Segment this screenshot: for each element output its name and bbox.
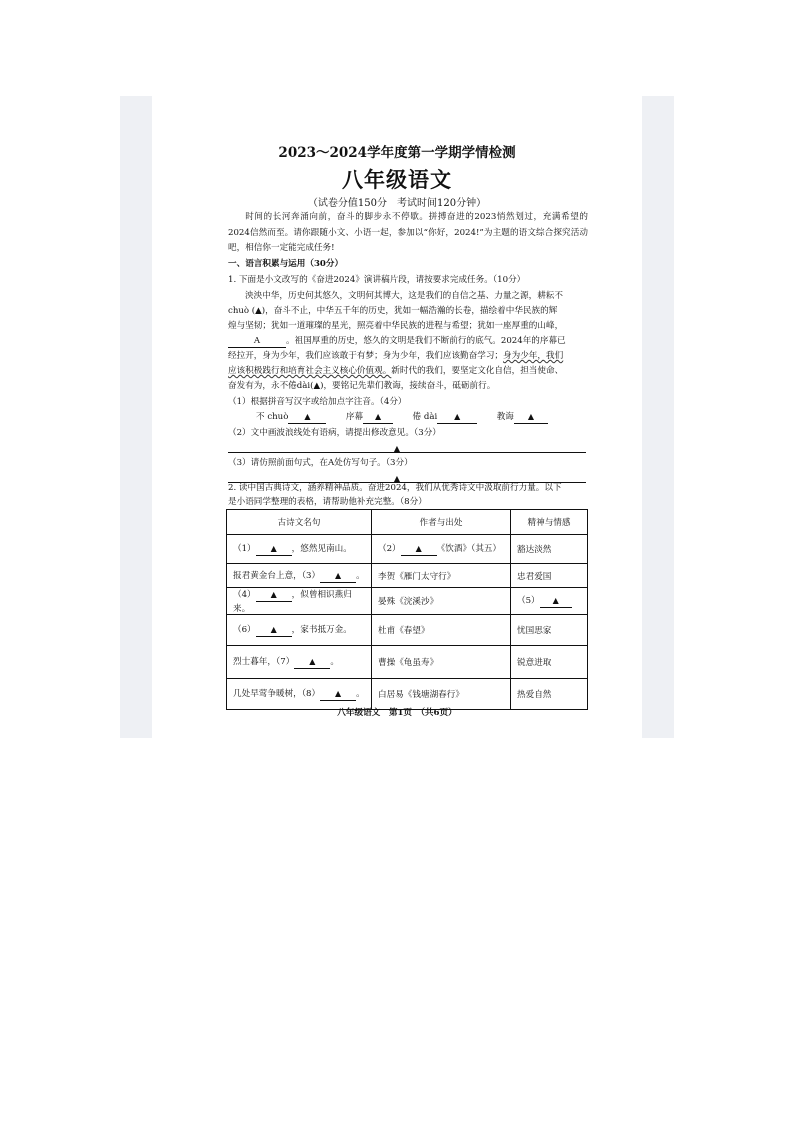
right-margin-strip	[642, 96, 674, 738]
exam-title: 2023～2024学年度第一学期学情检测	[278, 145, 516, 161]
answer-line[interactable]	[228, 452, 586, 453]
intro-paragraph: 时间的长河奔涌向前，奋斗的脚步永不停歇。拼搏奋进的2023悄然划过，充满希望的2024信然而至。请你跟随小文、小语一起，参加以“你好，2024!”为主题的语文综合探究活动吧，相信你一定能完成任务!	[228, 212, 588, 254]
table-row: （4） ▲ ，似曾相识燕归来。 晏殊《浣溪沙》 （5） ▲	[227, 588, 588, 615]
table-row: （6） ▲ ，家书抵万金。 杜甫《春望》 忧国思家	[227, 615, 588, 646]
sub-question-2: （2）文中画波浪线处有语病，请提出修改意见。（3分）	[228, 428, 441, 438]
table-row: 报君黄金台上意，（3） ▲ 。 李贺《雁门太守行》 忠君爱国	[227, 564, 588, 588]
passage-line-4: A 。祖国厚重的历史，悠久的文明是我们不断前行的底气。2024年的序幕已	[228, 334, 588, 350]
q1-prompt: 1. 下面是小文改写的《奋进2024》演讲稿片段，请按要求完成任务。（10分）	[228, 275, 526, 285]
answer-blank[interactable]: ▲	[320, 570, 356, 583]
header-cell: 作者与出处	[372, 510, 511, 535]
page-footer: 八年级语文 第1页 （共6页）	[337, 708, 457, 718]
table-header-row	[227, 510, 588, 535]
sub-question-3: （3）请仿照前面句式，在A处仿写句子。（3分）	[228, 458, 413, 468]
blank-A[interactable]: A	[228, 336, 286, 348]
answer-blank[interactable]: ▲	[540, 595, 572, 608]
answer-blank[interactable]: ▲	[288, 411, 326, 424]
header-cell: 精神与情感	[511, 510, 588, 535]
answer-blank[interactable]: ▲	[401, 543, 437, 556]
answer-mark: ▲	[393, 444, 401, 453]
sub-question-1: （1）根据拼音写汉字或给加点字注音。（4分）	[228, 397, 407, 407]
answer-blank[interactable]: ▲	[256, 543, 292, 556]
poetry-table	[226, 509, 588, 710]
answer-mark: ▲	[393, 474, 401, 483]
table-row: 几处早莺争暖树，（8） ▲ 。 白居易《钱塘湖春行》 热爱自然	[227, 679, 588, 710]
exam-meta: （试卷分值150分 考试时间120分钟）	[307, 198, 487, 209]
q2-prompt-line-1: 2. 读中国古典诗文，涵养精神品质。奋进2024，我们从优秀诗文中汲取前行力量。以下	[228, 483, 562, 493]
table-row: 烈士暮年，（7） ▲ 。 曹操《龟虽寿》 锐意进取	[227, 646, 588, 679]
answer-blank[interactable]: ▲	[437, 411, 477, 424]
subject-title: 八年级语文	[342, 167, 452, 192]
section1-title: 一、语言积累与运用（30分）	[228, 259, 344, 269]
answer-blank[interactable]: ▲	[256, 624, 292, 637]
answer-blank[interactable]: ▲	[320, 688, 356, 701]
passage-line-7: 奋发有为，永不倦dài(▲)，要铭记先辈们教诲，接续奋斗，砥砺前行。	[228, 381, 496, 391]
header-cell: 古诗文名句	[227, 510, 372, 535]
answer-blank[interactable]: ▲	[514, 411, 548, 424]
passage-line-5: 经拉开，身为少年，我们应该敢于有梦；身为少年，我们应该勤奋学习；身为少年，我们	[228, 351, 564, 361]
answer-blank[interactable]: ▲	[363, 411, 393, 424]
passage-line-6: 应该积极践行和培育社会主义核心价值观。新时代的我们，要坚定文化自信，担当使命、	[228, 366, 564, 376]
wavy-underline-text: 应该积极践行和培育社会主义核心价值观。	[228, 366, 392, 376]
passage-line-1: 泱泱中华，历史何其悠久，文明何其博大，这是我们的自信之基、力量之源，耕耘不	[245, 291, 563, 301]
answer-blank[interactable]: ▲	[294, 656, 330, 669]
table-row: （1） ▲ ，悠然见南山。 （2） ▲ 《饮酒》（其五） 豁达淡然	[227, 535, 588, 564]
exam-page	[152, 96, 642, 738]
passage-line-2: chuò (▲)，奋斗不止，中华五千年的历史，犹如一幅浩瀚的长卷，描绘着中华民族的辉	[228, 306, 558, 316]
q2-prompt-line-2: 是小语同学整理的表格，请帮助他补充完整。（8分）	[228, 497, 427, 507]
answer-blank[interactable]: ▲	[256, 589, 292, 602]
pinyin-items: 不 chuò ▲ 序幕 ▲ 倦 dài ▲ 教诲 ▲	[256, 410, 616, 426]
wavy-underline-text: 身为少年，我们	[503, 351, 564, 361]
left-margin-strip	[120, 96, 152, 738]
passage-line-3: 煌与坚韧；犹如一道璀璨的星光，照亮着中华民族的进程与希望；犹如一座厚重的山峰，	[228, 321, 564, 331]
